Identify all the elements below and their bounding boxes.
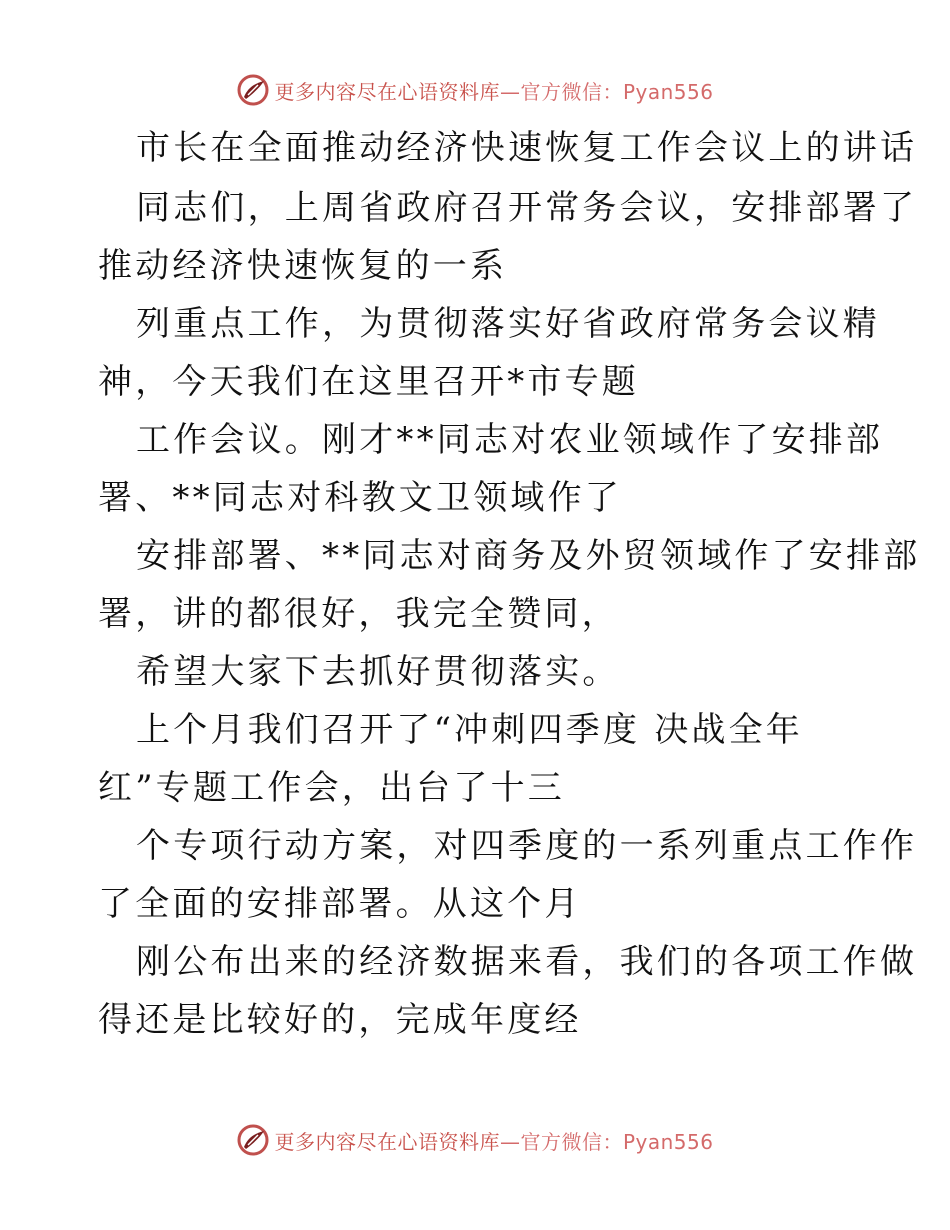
watermark-site-name: 更多内容尽在心语资料库 bbox=[274, 1129, 500, 1154]
watermark-text bbox=[274, 76, 713, 105]
paragraph-line: 红”专题工作会，出台了十三 bbox=[98, 768, 565, 808]
paragraph-line: 署，讲的都很好，我完全赞同， bbox=[98, 594, 619, 634]
document-title: 市长在全面推动经济快速恢复工作会议上的讲话 bbox=[136, 128, 918, 168]
paragraph-line: 希望大家下去抓好贯彻落实。 bbox=[136, 652, 620, 692]
paragraph-line: 上个月我们召开了“冲刺四季度 决战全年 bbox=[136, 710, 803, 750]
watermark-text bbox=[274, 1126, 713, 1155]
header-watermark bbox=[0, 70, 950, 110]
watermark-contact: —官方微信：Pyan556 bbox=[499, 1129, 714, 1154]
logo-icon bbox=[236, 1123, 270, 1157]
paragraph-line: 推动经济快速恢复的一系 bbox=[98, 246, 508, 286]
paragraph-line: 个专项行动方案，对四季度的一系列重点工作作 bbox=[136, 826, 918, 866]
watermark-site-name: 更多内容尽在心语资料库 bbox=[274, 79, 500, 104]
watermark-contact: —官方微信：Pyan556 bbox=[499, 79, 714, 104]
paragraph-line: 了全面的安排部署。从这个月 bbox=[98, 884, 582, 924]
paragraph-line: 神，今天我们在这里召开*市专题 bbox=[98, 362, 639, 402]
paragraph-line: 同志们，上周省政府召开常务会议，安排部署了 bbox=[136, 188, 918, 228]
paragraph-line: 署、**同志对科教文卫领域作了 bbox=[98, 478, 622, 518]
logo-icon bbox=[236, 73, 270, 107]
paragraph-line: 安排部署、**同志对商务及外贸领域作了安排部 bbox=[136, 536, 921, 576]
paragraph-line: 工作会议。刚才**同志对农业领域作了安排部 bbox=[136, 420, 884, 460]
paragraph-line: 刚公布出来的经济数据来看，我们的各项工作做 bbox=[136, 942, 918, 982]
footer-watermark bbox=[0, 1120, 950, 1160]
paragraph-line: 得还是比较好的，完成年度经 bbox=[98, 1000, 582, 1040]
paragraph-line: 列重点工作，为贯彻落实好省政府常务会议精 bbox=[136, 304, 880, 344]
